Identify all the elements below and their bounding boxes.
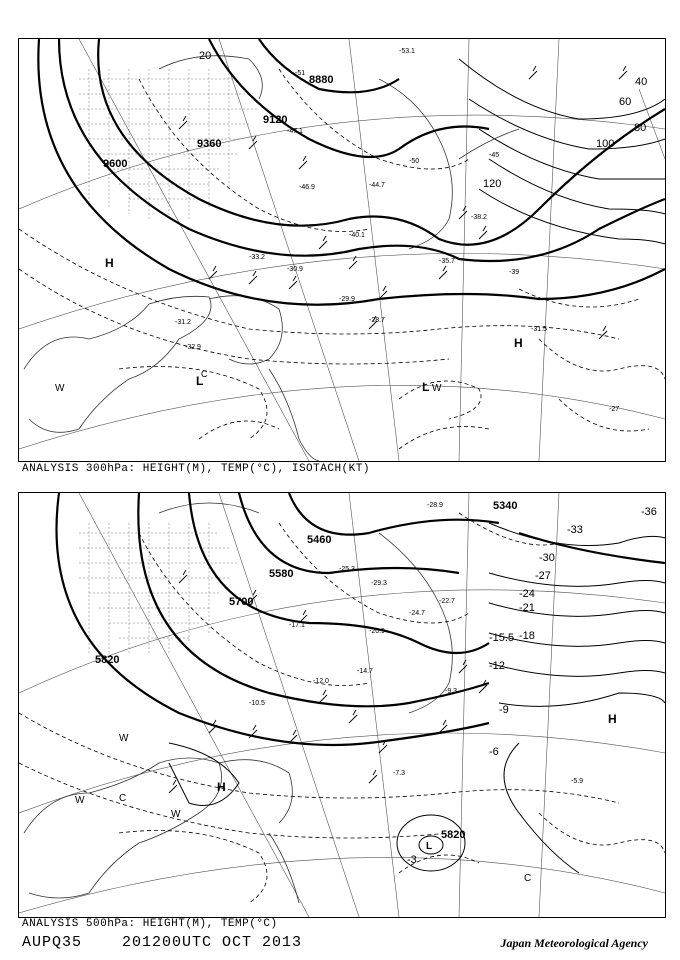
temp-label: -17.1 [289, 622, 305, 629]
isotach-label: 20 [199, 50, 212, 62]
temp-label: -25.3 [339, 566, 355, 573]
temp-label: -22.7 [439, 598, 455, 605]
height-label: 8880 [309, 74, 334, 86]
temp-contour-label: -9 [499, 704, 509, 716]
temperature-solid-contours [169, 523, 665, 873]
height-label: 5460 [307, 534, 332, 546]
temp-contour-label: -6 [489, 746, 499, 758]
temp-label: -7.3 [393, 770, 406, 777]
temp-contour-label: -3 [407, 854, 417, 866]
temp-label: -31.5 [531, 326, 547, 333]
temp-label: -10.5 [249, 700, 265, 707]
warm-marker: W [432, 383, 442, 394]
height-label: 5820 [441, 829, 466, 841]
low-pressure-marker: L [422, 380, 430, 394]
map-500hpa [18, 492, 666, 918]
temp-label: -27 [609, 406, 620, 413]
height-label: 5340 [493, 500, 518, 512]
temp-label: -24.7 [409, 610, 425, 617]
warm-marker: W [75, 795, 85, 806]
map-300hpa-caption: ANALYSIS 300hPa: HEIGHT(M), TEMP(°C), ISOTACH(KT) [22, 463, 370, 475]
hatch-area [79, 523, 239, 653]
temp-contour-label: -12 [489, 660, 505, 672]
agency-name: Japan Meteorological Agency [500, 936, 648, 950]
height-label: 9120 [263, 114, 288, 126]
temp-label: -28.9 [427, 502, 443, 509]
temp-label: -28.7 [369, 317, 385, 324]
bulletin-code: AUPQ35 [22, 934, 83, 951]
temp-label: -9.3 [445, 688, 458, 695]
warm-marker: W [119, 733, 129, 744]
temp-label: -51 [295, 70, 306, 77]
height-label: 5820 [95, 654, 120, 666]
temp-label: -20.9 [369, 628, 385, 635]
temp-contour-label: -24 [519, 588, 535, 600]
cold-marker: C [119, 793, 127, 804]
bulletin-datetime: 201200UTC OCT 2013 [122, 934, 303, 951]
temp-label: -30.9 [287, 266, 303, 273]
isotach-label: 60 [619, 96, 632, 108]
temp-label: -32.9 [185, 344, 201, 351]
map-300hpa-svg [19, 39, 665, 461]
isotach-label: 40 [635, 76, 648, 88]
bulletin-header [22, 934, 302, 951]
temp-label: -45 [489, 152, 500, 159]
temp-label: -12.0 [313, 678, 329, 685]
temp-label: -44.7 [369, 182, 385, 189]
cold-marker: C [201, 369, 208, 379]
temp-label: -35.7 [439, 258, 455, 265]
high-pressure-marker: H [105, 256, 114, 270]
height-label: 9360 [197, 138, 222, 150]
temp-contour-label: -15.5 [489, 632, 515, 644]
height-label: 9600 [103, 158, 128, 170]
warm-marker: W [55, 383, 65, 394]
cold-marker: C [524, 873, 532, 884]
high-pressure-marker: H [608, 712, 617, 726]
height-label: 5580 [269, 568, 294, 580]
graticule [19, 39, 665, 461]
isotach-label: 100 [596, 138, 615, 150]
temp-contour-label: -36 [641, 506, 657, 518]
temp-label: -5.9 [571, 778, 584, 785]
map-500hpa-caption: ANALYSIS 500hPa: HEIGHT(M), TEMP(°C) [22, 918, 278, 930]
temp-label: -31.2 [175, 319, 191, 326]
temp-label: -29.9 [339, 296, 355, 303]
height-label: 5700 [229, 596, 254, 608]
warm-marker: W [171, 809, 181, 820]
isotach-label: 120 [483, 178, 502, 190]
temp-label: -40.1 [349, 232, 365, 239]
low-pressure-marker: L [426, 841, 433, 852]
temp-label: -53.1 [399, 48, 415, 55]
isotach-label: 80 [634, 122, 647, 134]
low-pressure-marker: L [196, 374, 204, 388]
temp-contour-label: -18 [519, 630, 535, 642]
high-pressure-marker: H [514, 336, 523, 350]
temp-contour-label: -33 [567, 524, 583, 536]
temp-label: -46.9 [299, 184, 315, 191]
temp-label: -38.2 [471, 214, 487, 221]
temp-contour-label: -21 [519, 602, 535, 614]
temp-contour-label: -27 [535, 570, 551, 582]
hatch-area [79, 69, 259, 219]
temp-label: -39 [509, 269, 520, 276]
map-300hpa [18, 38, 666, 462]
temp-label: -29.3 [371, 580, 387, 587]
temp-label: -14.7 [357, 668, 373, 675]
temp-label: -47.1 [287, 128, 303, 135]
map-500hpa-svg [19, 493, 665, 917]
high-pressure-marker: H [217, 780, 226, 794]
temp-label: -33.2 [249, 254, 265, 261]
temp-contour-label: -30 [539, 552, 555, 564]
temp-label: -50 [409, 158, 420, 165]
